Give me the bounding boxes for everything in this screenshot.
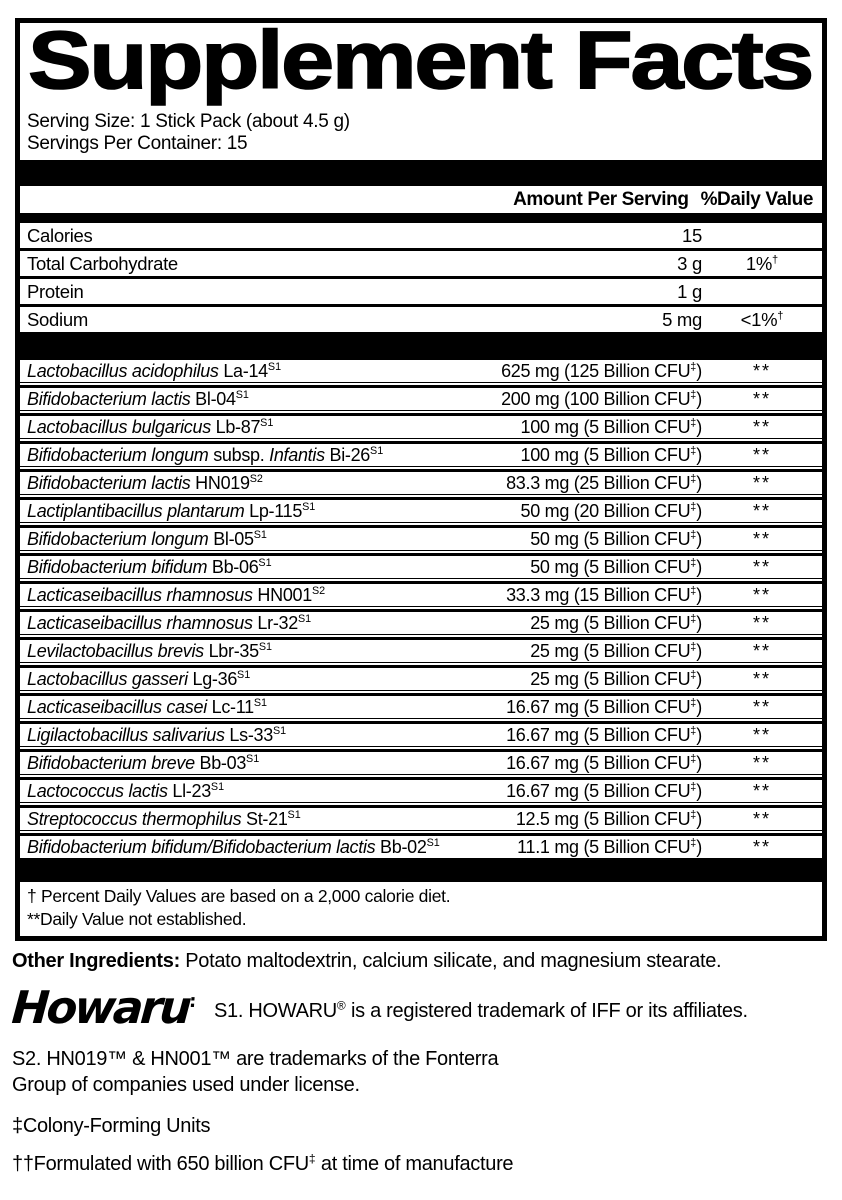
nutrient-row-total-carbohydrate	[20, 251, 822, 276]
s2-trademark-note: S2. HN019™ & HN001™ are trademarks of the Fonterra Group of companies used under license.	[12, 1048, 499, 1096]
nutrient-name: Sodium	[27, 308, 88, 330]
amount-per-serving: 16.67 mg (5 Billion CFU‡)	[506, 696, 702, 717]
cfu-footnote-ref: ‡	[690, 640, 697, 653]
column-header-row	[20, 186, 822, 213]
nutrient-amount: 5 mg	[662, 308, 702, 330]
cfu-footnote-ref: ‡	[690, 444, 697, 457]
daily-value: **	[752, 696, 771, 717]
amount-per-serving: 16.67 mg (5 Billion CFU‡)	[506, 752, 702, 773]
amount-per-serving: 11.1 mg (5 Billion CFU‡)	[517, 836, 702, 857]
panel-footnotes	[20, 882, 822, 936]
probiotic-row	[20, 416, 822, 438]
ingredient-name: Lactobacillus bulgaricus $Lb-87^{S1}$	[27, 416, 274, 437]
nutrient-name: Calories	[27, 224, 93, 246]
cfu-footnote-ref: ‡	[690, 808, 697, 821]
cfu-footnote-ref: ‡	[690, 472, 697, 485]
cfu-footnote-ref: ‡	[690, 752, 697, 765]
amount-per-serving: 25 mg (5 Billion CFU‡)	[530, 612, 702, 633]
nutrient-name: Total Carbohydrate	[27, 252, 178, 274]
strain-footnote-ref: S1	[258, 640, 273, 653]
ingredient-name: Lactobacillus gasseri $Lg-36^{S1}$	[27, 668, 251, 689]
strain-footnote-ref: S1	[235, 388, 249, 401]
cfu-footnote-ref: ‡	[690, 668, 697, 681]
cfu-footnote-ref: ‡	[690, 724, 697, 737]
amount-per-serving: 200 mg (100 Billion CFU‡)	[501, 388, 702, 409]
cfu-footnote-ref: ‡	[690, 780, 697, 793]
ingredient-name: Lacticaseibacillus casei $Lc-11^{S1}$	[27, 696, 268, 717]
ingredient-name: Streptococcus thermophilus $St-21^{S1}$	[27, 808, 301, 829]
probiotic-row	[20, 640, 822, 662]
probiotic-row	[20, 472, 822, 494]
strain-footnote-ref: S1	[426, 836, 440, 849]
strain-footnote-ref: S1	[210, 780, 225, 793]
supplement-facts-panel	[15, 18, 827, 941]
nutrient-row-protein	[20, 279, 822, 304]
amount-per-serving: 100 mg (5 Billion CFU‡)	[520, 444, 702, 465]
nutrient-row-calories	[20, 223, 822, 248]
serving-size: Serving Size: 1 Stick Pack (about 4.5 g)	[27, 111, 350, 132]
probiotic-row	[20, 444, 822, 466]
nutrient-amount: 1 g	[677, 280, 702, 302]
daily-value: **	[752, 668, 771, 689]
other-ingredients	[12, 950, 828, 973]
servings-per-container: Servings Per Container: 15	[27, 133, 248, 154]
howaru-trademark-row	[12, 981, 842, 1034]
panel-title	[26, 25, 816, 107]
nutrient-name: Protein	[27, 280, 84, 302]
strain-footnote-ref: S1	[258, 556, 272, 569]
strain-footnote-ref: S1	[237, 668, 251, 681]
nutrient-row-sodium	[20, 307, 822, 332]
cfu-footnote-ref: ‡	[690, 556, 697, 569]
amount-per-serving: 16.67 mg (5 Billion CFU‡)	[506, 724, 702, 745]
amount-per-serving: 33.3 mg (15 Billion CFU‡)	[506, 584, 702, 605]
strain-footnote-ref: S1	[246, 752, 260, 765]
amount-per-serving: 12.5 mg (5 Billion CFU‡)	[515, 808, 702, 829]
probiotic-row	[20, 696, 822, 718]
daily-value: **	[752, 584, 771, 605]
nutrient-daily-value: 1%†	[745, 252, 779, 274]
column-header-daily-value: %Daily Value	[700, 188, 813, 210]
daily-value: **	[752, 528, 771, 549]
cfu-footnote-ref: ‡	[690, 388, 697, 401]
cfu-footnote-ref: ‡	[690, 696, 697, 709]
howaru-logo: Howaru:	[10, 981, 198, 1034]
probiotic-row	[20, 556, 822, 578]
ingredient-name: Lactobacillus acidophilus $La-14^{S1}$	[27, 360, 282, 381]
nutrient-amount: 3 g	[677, 252, 702, 274]
daily-value: **	[752, 640, 771, 661]
daily-value: **	[752, 444, 771, 465]
strain-footnote-ref: S1	[370, 444, 384, 457]
ingredient-name: Ligilactobacillus salivarius $Ls-33^{S1}$	[27, 724, 287, 745]
cfu-footnote-ref: ‡	[690, 416, 697, 429]
probiotic-row	[20, 528, 822, 550]
ingredient-name: Bifidobacterium longum $Bl-05^{S1}$	[27, 528, 267, 549]
probiotic-row	[20, 724, 822, 746]
formulated-note: ††Formulated with 650 billion CFU‡ at time of manufacture	[12, 1151, 514, 1175]
other-ingredients-text: Potato maltodextrin, calcium silicate, and magnesium stearate.	[179, 950, 722, 972]
amount-per-serving: 50 mg (5 Billion CFU‡)	[530, 556, 702, 577]
divider-bar-middle	[20, 332, 822, 360]
daily-value: **	[752, 388, 771, 409]
amount-per-serving: 25 mg (5 Billion CFU‡)	[530, 668, 702, 689]
daily-value: **	[752, 472, 771, 493]
probiotic-row	[20, 388, 822, 410]
howaru-logo-mark: :	[188, 991, 198, 1012]
ingredient-name: Lactococcus lactis $Ll-23^{S1}$	[27, 780, 225, 801]
strain-footnote-ref: S1	[267, 360, 282, 373]
amount-per-serving: 25 mg (5 Billion CFU‡)	[530, 640, 702, 661]
daily-value: **	[752, 836, 771, 857]
strain-footnote-ref: S2	[249, 472, 263, 485]
ingredient-name: Lactiplantibacillus plantarum $Lp-115^{S1}$	[27, 500, 316, 521]
divider-bar-top	[20, 160, 822, 186]
footnote-dv-not-established: **Daily Value not established.	[27, 909, 247, 929]
probiotic-row	[20, 584, 822, 606]
ingredient-name: Bifidobacterium lactis $HN019^{S2}$	[27, 472, 263, 493]
probiotic-row	[20, 808, 822, 830]
ingredient-name: Bifidobacterium longum subsp. Infantis $Bi-26^{S1}$	[27, 444, 384, 465]
strain-footnote-ref: S2	[311, 584, 326, 597]
ingredient-name: Bifidobacterium breve $Bb-03^{S1}$	[27, 752, 260, 773]
amount-per-serving: 625 mg (125 Billion CFU‡)	[501, 360, 702, 381]
cfu-footnote-ref: ‡	[690, 584, 697, 597]
strain-footnote-ref: S1	[302, 500, 316, 513]
daily-value: **	[752, 808, 771, 829]
ingredient-name: Levilactobacillus brevis Lbr-$35^{S1}$	[27, 640, 273, 661]
panel-title-wrap	[20, 23, 822, 107]
amount-per-serving: 50 mg (5 Billion CFU‡)	[530, 528, 702, 549]
cfu-footnote-ref: ‡	[690, 500, 697, 513]
cfu-footnote-ref: ‡	[690, 836, 697, 849]
probiotic-row	[20, 360, 822, 382]
ingredient-name: Lacticaseibacillus rhamnosus $HN001^{S2}$	[27, 584, 326, 605]
daily-value: **	[752, 416, 771, 437]
nutrient-daily-value: <1%†	[740, 308, 784, 330]
amount-per-serving: 100 mg (5 Billion CFU‡)	[520, 416, 702, 437]
panel-title-text: Supplement Facts	[28, 25, 812, 106]
s1-trademark-note: S1. HOWARU® is a registered trademark of IFF or its affiliates.	[213, 998, 748, 1022]
probiotic-row	[20, 752, 822, 774]
footnote-daily-values: † Percent Daily Values are based on a 2,000 calorie diet.	[27, 886, 451, 906]
strain-footnote-ref: S1	[253, 696, 268, 709]
probiotic-row	[20, 668, 822, 690]
amount-per-serving: 83.3 mg (25 Billion CFU‡)	[506, 472, 702, 493]
probiotic-row	[20, 612, 822, 634]
nutrient-amount: 15	[682, 224, 702, 246]
strain-footnote-ref: S1	[272, 724, 287, 737]
daily-value: **	[752, 500, 771, 521]
probiotic-row	[20, 500, 822, 522]
daily-value: **	[752, 780, 771, 801]
registered-mark: ®	[336, 998, 346, 1013]
daily-value: **	[752, 556, 771, 577]
cfu-footnote-ref: ‡	[690, 528, 697, 541]
cfu-footnote-ref: ‡	[690, 360, 697, 373]
probiotic-row	[20, 836, 822, 858]
daily-value: **	[752, 360, 771, 381]
daily-value: **	[752, 752, 771, 773]
amount-per-serving: 16.67 mg (5 Billion CFU‡)	[506, 780, 702, 801]
ingredient-name: Bifidobacterium bifidum $Bb-06^{S1}$	[27, 556, 272, 577]
divider-bar-header	[20, 213, 822, 223]
ingredient-name: Lacticaseibacillus rhamnosus $Lr-32^{S1}$	[27, 612, 312, 633]
strain-footnote-ref: S1	[297, 612, 312, 625]
daily-value: **	[752, 724, 771, 745]
divider-bar-bottom	[20, 858, 822, 882]
cfu-footnote-ref: ‡	[690, 612, 697, 625]
ingredient-name: Bifidobacterium bifidum/Bifidobacterium lactis $Bb-02^{S1}$	[27, 836, 440, 857]
strain-footnote-ref: S1	[260, 416, 274, 429]
other-ingredients-label: Other Ingredients:	[12, 950, 180, 972]
strain-footnote-ref: S1	[253, 528, 267, 541]
daily-value: **	[752, 612, 771, 633]
cfu-footnote-ref: ‡	[308, 1151, 316, 1166]
colony-forming-units-note: ‡Colony-Forming Units	[12, 1115, 211, 1137]
strain-footnote-ref: S1	[287, 808, 301, 821]
probiotic-row	[20, 780, 822, 802]
column-header-amount: Amount Per Serving	[513, 188, 689, 210]
ingredient-name: Bifidobacterium lactis $Bl-04^{S1}$	[27, 388, 249, 409]
amount-per-serving: 50 mg (20 Billion CFU‡)	[520, 500, 702, 521]
